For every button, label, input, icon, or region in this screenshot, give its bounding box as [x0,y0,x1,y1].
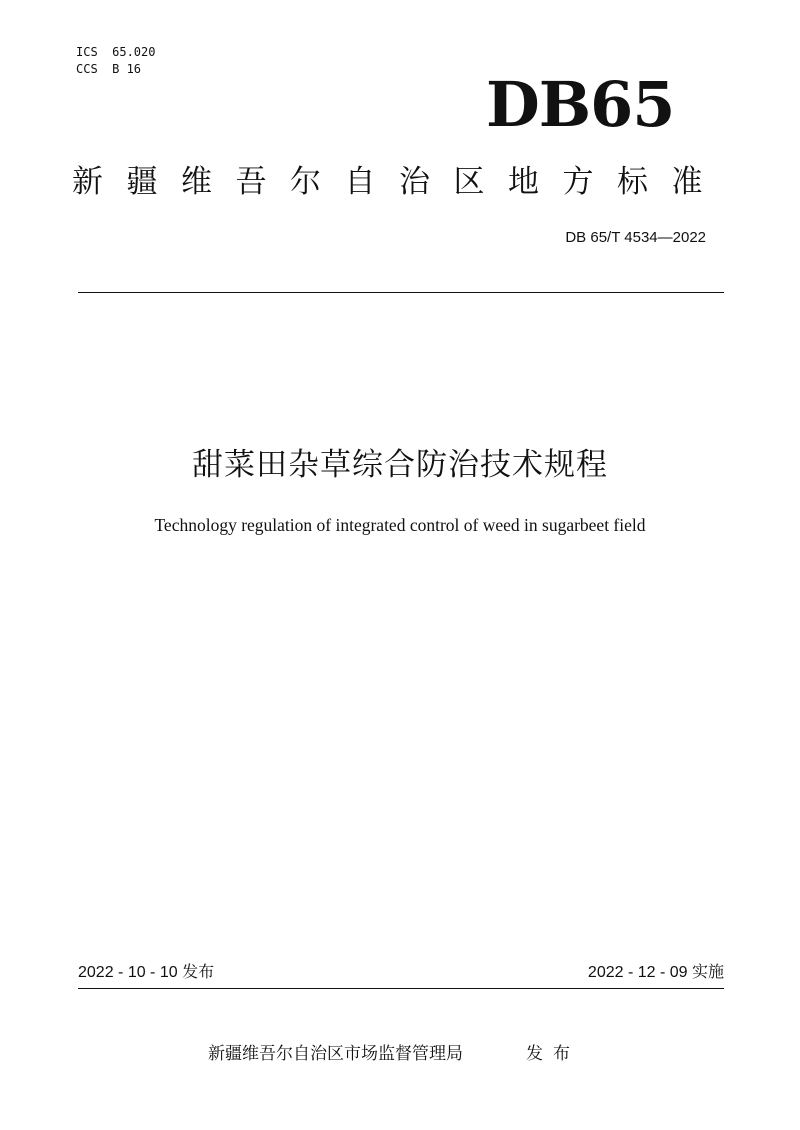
bottom-divider [78,988,724,989]
publish-date: 2022 - 10 - 10 发布 [78,964,215,981]
standard-number: DB 65/T 4534—2022 [565,229,706,246]
publisher-name: 新疆维吾尔自治区市场监督管理局 [208,1044,463,1064]
implement-date: 2022 - 12 - 09 实施 [587,964,724,981]
top-divider [78,292,724,293]
document-title-cn: 甜菜田杂草综合防治技术规程 [192,447,608,483]
document-title-en: Technology regulation of integrated control of weed in sugarbeet field [154,515,646,535]
standard-header-title: 新疆维吾尔自治区地方标准 [72,164,726,200]
ics-code: ICS 65.020 [76,45,156,59]
classification-codes [76,44,155,78]
publisher-action: 发布 [526,1044,580,1064]
db-mark-logo: DB65 [486,68,675,141]
ccs-code: CCS B 16 [76,62,142,76]
